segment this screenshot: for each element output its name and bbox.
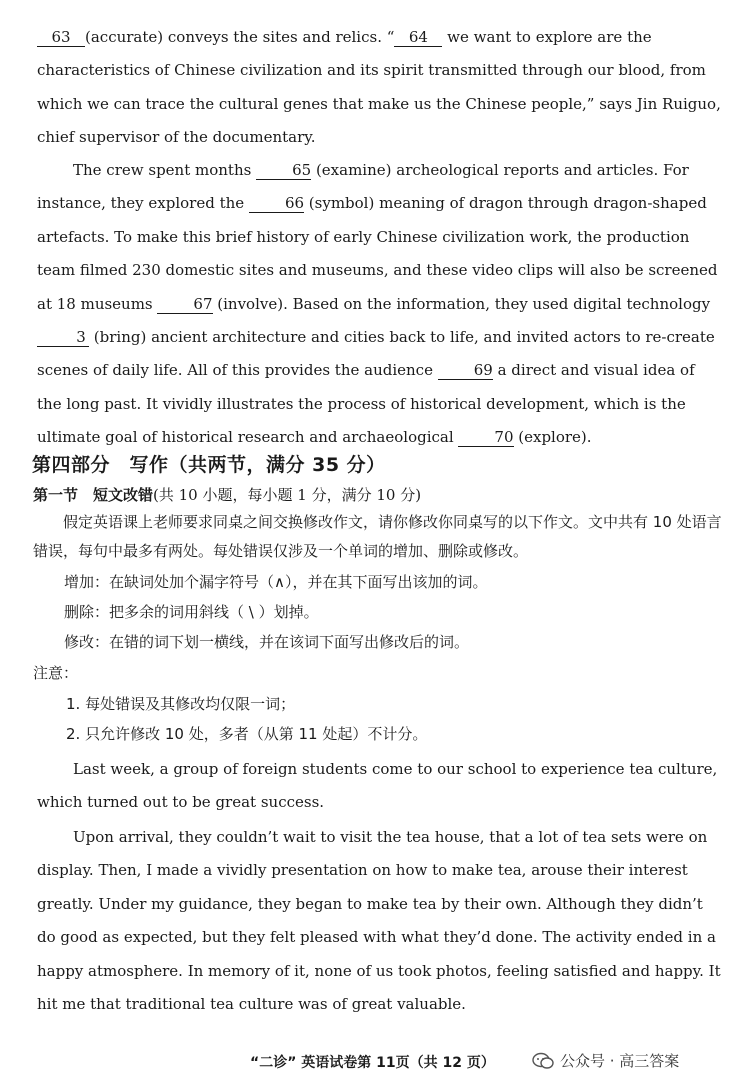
watermark-text: 公众号 · 高三答案 (560, 1052, 680, 1070)
rule-delete: 删除：把多余的词用斜线（ \ ）划掉。 (64, 603, 319, 621)
passage-paragraph-2 (37, 154, 721, 455)
text-segment: The crew spent months (73, 161, 257, 179)
blank-67[interactable]: 67 (157, 295, 212, 314)
section-4-heading: 第四部分 写作（共两节，满分 35 分） (32, 454, 386, 476)
section-1-subheading (33, 484, 421, 505)
text-segment: (symbol) meaning of dragon through dragon-shaped artefacts. To make this brief history of early Chinese civilization work, the production team filmed 230 domestic sites and museums, and these video clips will also be screened at 18 museums (37, 194, 718, 313)
blank-66[interactable]: 66 (249, 194, 304, 213)
text-segment: (bring) ancient architecture and cities back to life, and invited actors to re-create scenes of daily life. All of this provides the audience (37, 328, 715, 380)
text-segment: (examine) archeological reports and articles. For instance, they explored the (37, 161, 689, 213)
rule-add: 增加：在缺词处加个漏字符号（∧），并在其下面写出该加的词。 (64, 573, 488, 591)
blank-63[interactable]: 63 (37, 28, 85, 47)
text-segment: a direct and visual idea of the long past. It vividly illustrates the process of historical development, which is the ultimate goal of historical research and archaeological (37, 361, 695, 447)
page-footer: “二诊” 英语试卷第 11页（共 12 页） (250, 1055, 495, 1071)
essay-paragraph-2: Upon arrival, they couldn’t wait to visit the tea house, that a lot of tea sets were on display. Then, I made a vividly presentation on how to make tea, arouse their interest greatly. Under my guidance, they began to make tea by their own. Although they didn’t do good as expected, but they felt pleased with what they’d done. The activity ended in a happy atmosphere. In memory of it, none of us took photos, feeling satisfied and happy. It hit me that traditional tea culture was of great valuable. (37, 828, 721, 1014)
text-segment: (involve). Based on the information, they used digital technology (212, 294, 711, 313)
text-segment: (accurate) conveys the sites and relics. “ (85, 28, 395, 46)
blank-68[interactable]: 3 (37, 328, 89, 347)
note-label: 注意： (33, 664, 79, 682)
instruction-text: 假定英语课上老师要求同桌之间交换修改作文，请你修改你同桌写的以下作文。文中共有 10 处语言错误，每句中最多有两处。每处错误仅涉及一个单词的增加、删除或修改。 (33, 513, 722, 560)
wechat-official-icon (532, 1052, 554, 1070)
subheading-title: 第一节 短文改错 (33, 486, 154, 504)
rule-modify: 修改：在错的词下划一横线，并在该词下面写出修改后的词。 (64, 633, 470, 651)
note-item-1: 1. 每处错误及其修改均仅限一词； (66, 695, 296, 713)
text-segment: (explore). (513, 428, 592, 447)
watermark (532, 1050, 679, 1071)
blank-64[interactable]: 64 (394, 28, 442, 47)
passage-paragraph-1 (37, 21, 721, 155)
blank-70[interactable]: 70 (458, 428, 513, 447)
blank-65[interactable]: 65 (256, 161, 311, 180)
text-segment: we want to explore are the characteristics of (37, 28, 652, 80)
essay-paragraph-1: Last week, a group of foreign students come to our school to experience tea culture, which turned out to be great success. (37, 760, 718, 812)
subheading-scoring: (共 10 小题，每小题 1 分，满分 10 分) (153, 486, 422, 504)
blank-69[interactable]: 69 (438, 361, 493, 380)
note-item-2: 2. 只允许修改 10 处，多者（从第 11 处起）不计分。 (66, 725, 428, 743)
text-segment: Chinese civilization and its spirit transmitted through our blood, from which we can trace the cultural genes that make us the Chinese people,” says Jin Ruiguo, chief supervisor of the documentary. (37, 61, 721, 147)
